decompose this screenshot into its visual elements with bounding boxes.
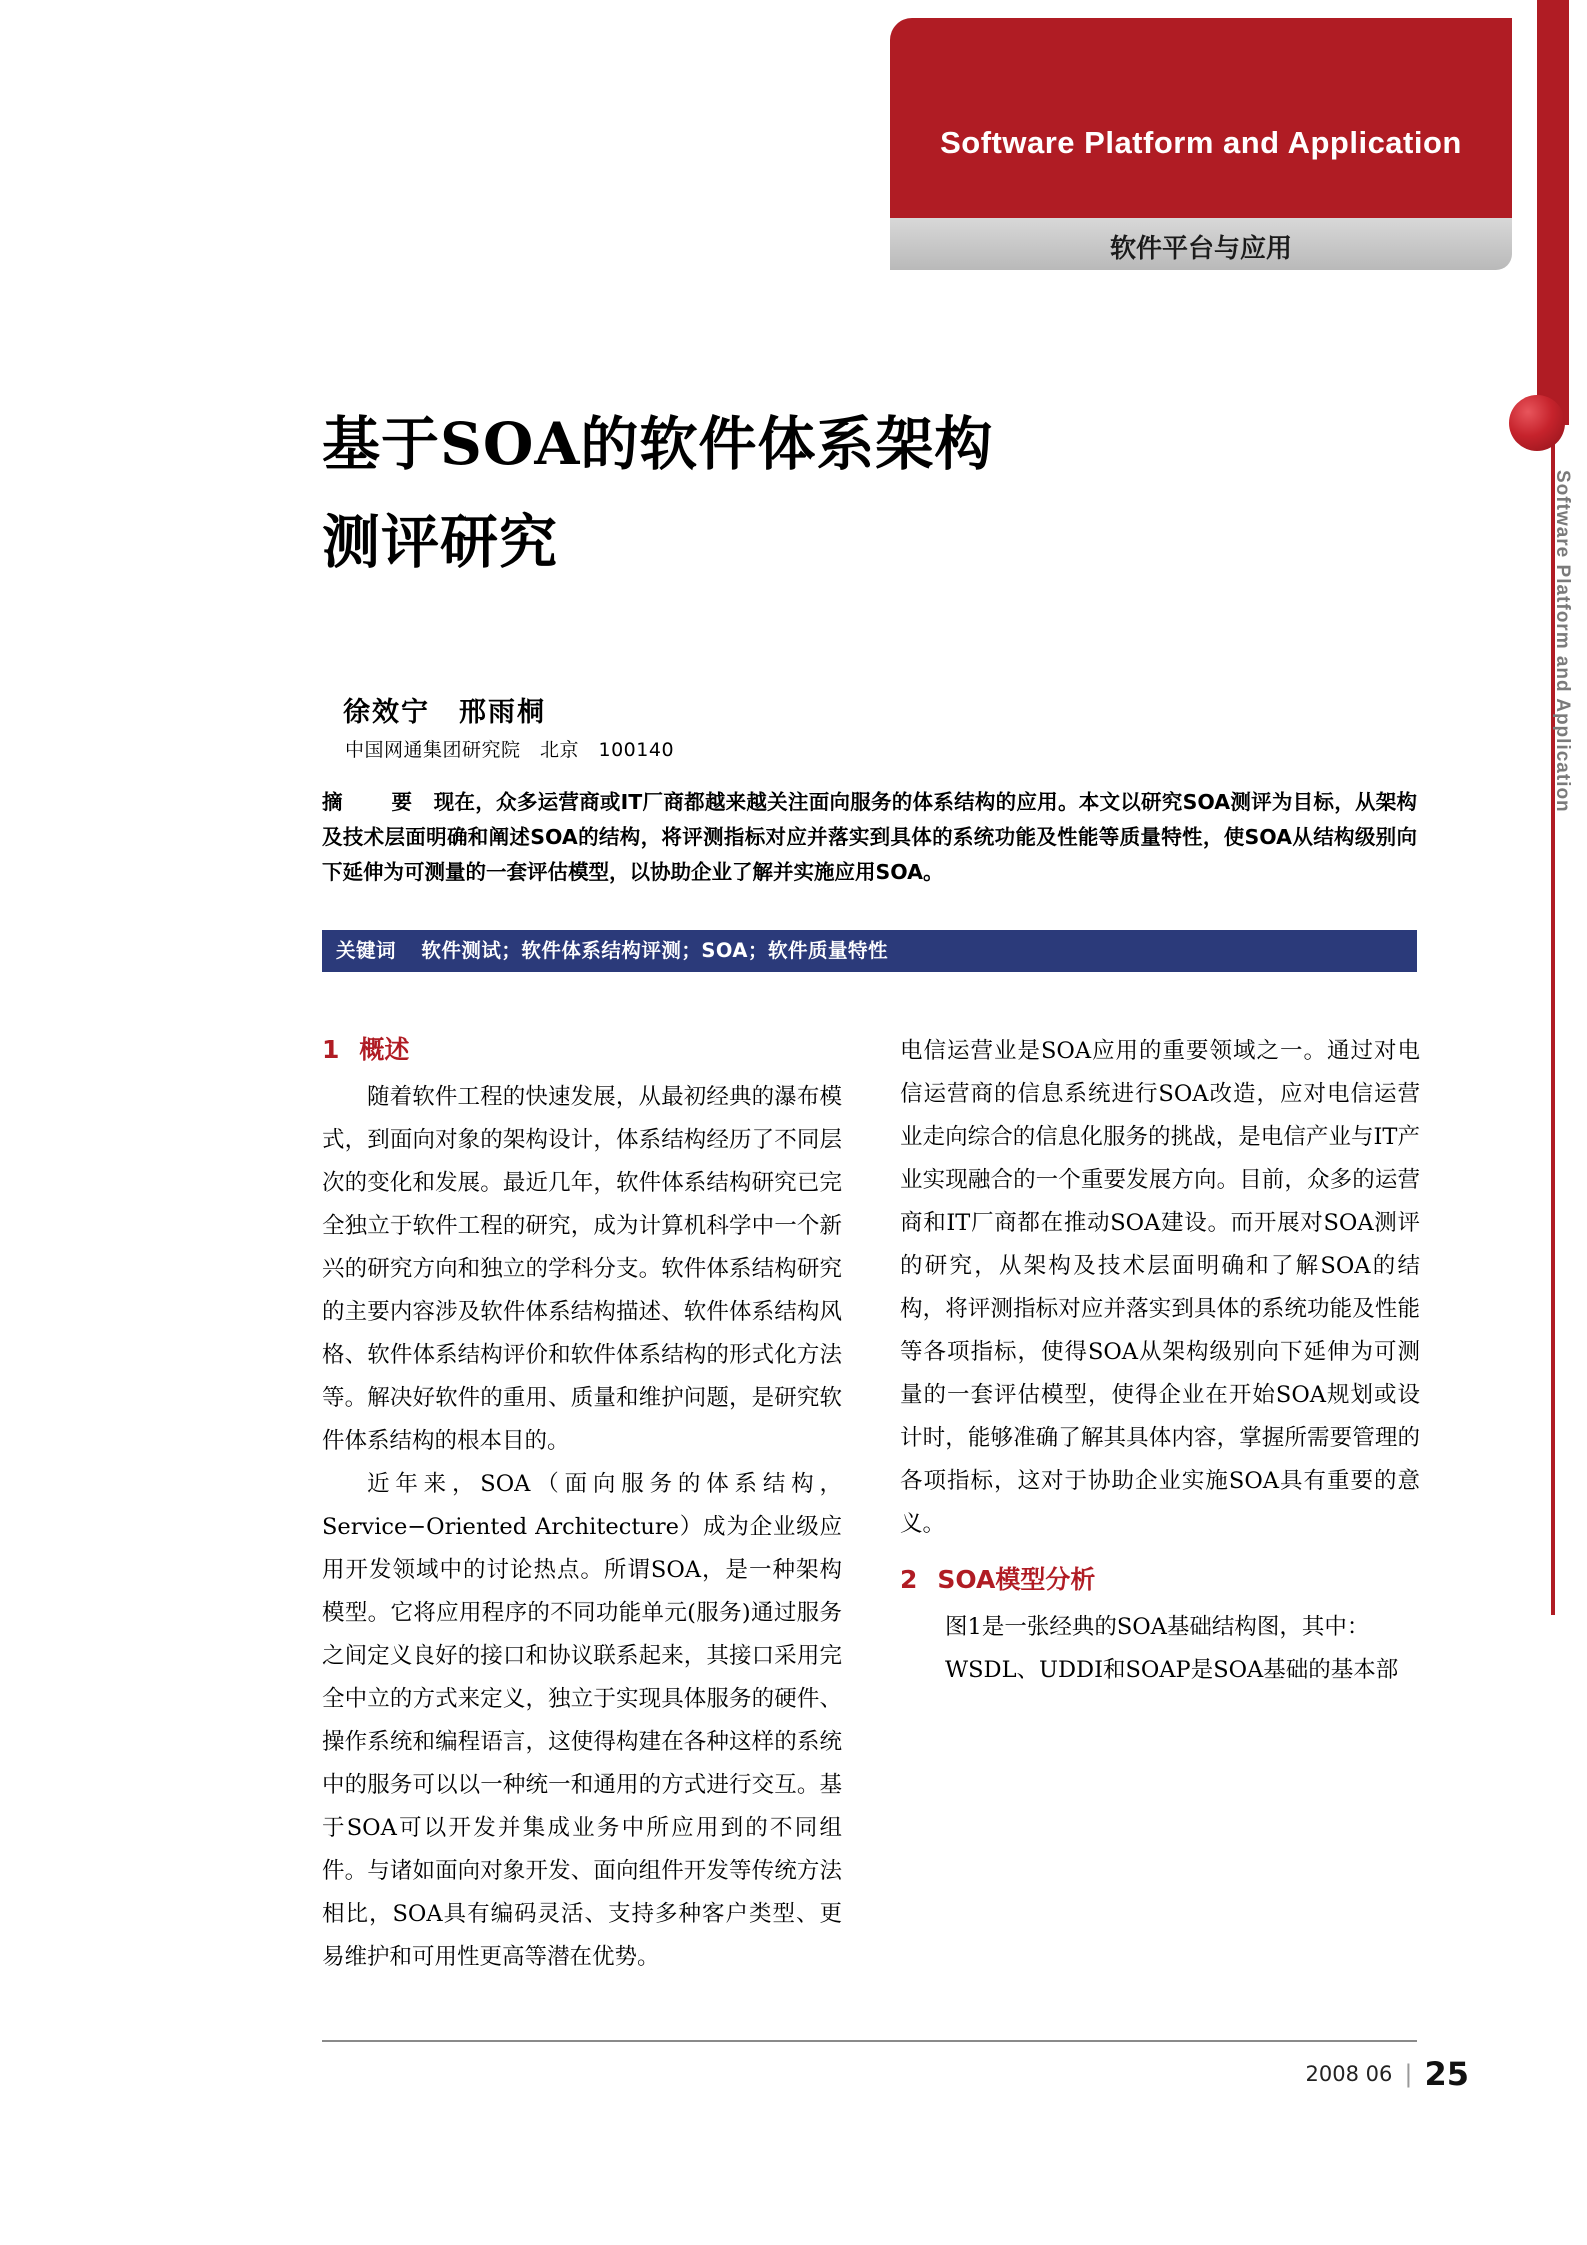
page-header bbox=[0, 0, 1587, 320]
section-2-title: SOA模型分析 bbox=[937, 1565, 1096, 1594]
footer-page-number: 25 bbox=[1424, 2055, 1469, 2093]
footer-divider bbox=[322, 2040, 1417, 2042]
affiliation: 中国网通集团研究院 北京 100140 bbox=[345, 739, 675, 761]
header-chinese-title: 软件平台与应用 bbox=[1109, 234, 1292, 264]
header-red-banner bbox=[890, 18, 1512, 218]
section-1-paragraph-2: 近年来，SOA（面向服务的体系结构，Service−Oriented Architecture）成为企业级应用开发领域中的讨论热点。所谓SOA，是一种架构模型。它将应用程序的不同功能单元(服务)通过服务之间定义良好的接口和协议联系起来，其接口采用完全中立的方式来定义，独立于实现具体服务的硬件、操作系统和编程语言，这使得构建在各种这样的系统中的服务可以以一种统一和通用的方式进行交互。基于SOA可以开发并集成业务中所应用到的不同组件。与诸如面向对象开发、面向组件开发等传统方法相比，SOA具有编码灵活、支持多种客户类型、更易维护和可用性更高等潜在优势。 bbox=[322, 1471, 842, 1970]
section-1-title: 概述 bbox=[359, 1035, 410, 1064]
body-column-left bbox=[322, 1030, 842, 1979]
title-line-1: 基于SOA的软件体系架构 bbox=[322, 410, 994, 478]
abstract bbox=[322, 785, 1417, 890]
red-circle-decoration bbox=[1509, 395, 1565, 451]
footer-separator: | bbox=[1404, 2060, 1413, 2088]
title-line-2: 测评研究 bbox=[322, 508, 559, 576]
section-1-paragraph-2-continued: 电信运营业是SOA应用的重要领域之一。通过对电信运营商的信息系统进行SOA改造，应对电信运营业走向综合的信息化服务的挑战，是电信产业与IT产业实现融合的一个重要发展方向。目前，众多的运营商和IT厂商都在推动SOA建设。而开展对SOA测评的研究，从架构及技术层面明确和了解SOA的结构，将评测指标对应并落实到具体的系统功能及性能等各项指标，使得SOA从架构级别向下延伸为可测量的一套评估模型，使得企业在开始SOA规划或设计时，能够准确了解其具体内容，掌握所需要管理的各项指标，这对于协助企业实施SOA具有重要的意义。 bbox=[900, 1038, 1420, 1537]
keywords-bar bbox=[322, 930, 1417, 972]
section-1-paragraph-1: 随着软件工程的快速发展，从最初经典的瀑布模式，到面向对象的架构设计，体系结构经历了不同层次的变化和发展。最近几年，软件体系结构研究已完全独立于软件工程的研究，成为计算机科学中一个新兴的研究方向和独立的学科分支。软件体系结构研究的主要内容涉及软件体系结构描述、软件体系结构风格、软件体系结构评价和软件体系结构的形式化方法等。解决好软件的重用、质量和维护问题，是研究软件体系结构的根本目的。 bbox=[322, 1084, 842, 1454]
right-red-bar bbox=[1537, 0, 1569, 425]
keywords-label: 关键词 bbox=[336, 939, 397, 962]
header-english-title: Software Platform and Application bbox=[940, 125, 1462, 160]
section-2-paragraph-2: WSDL、UDDI和SOAP是SOA基础的基本部 bbox=[945, 1657, 1399, 1683]
authors: 徐效宁 邢雨桐 bbox=[343, 697, 546, 728]
footer-issue: 2008 06 bbox=[1305, 2062, 1393, 2086]
section-heading-2 bbox=[900, 1560, 1420, 1600]
section-1-number: 1 bbox=[322, 1035, 340, 1064]
section-heading-1 bbox=[322, 1030, 842, 1070]
keywords-text: 软件测试；软件体系结构评测；SOA；软件质量特性 bbox=[421, 939, 889, 962]
abstract-text: 现在，众多运营商或IT厂商都越来越关注面向服务的体系结构的应用。本文以研究SOA测评为目标，从架构及技术层面明确和阐述SOA的结构，将评测指标对应并落实到具体的系统功能及性能等质量特性，使SOA从结构级别向下延伸为可测量的一套评估模型，以协助企业了解并实施应用SOA。 bbox=[322, 790, 1418, 884]
body-column-right bbox=[900, 1030, 1420, 1692]
abstract-label: 摘 要 bbox=[322, 790, 427, 814]
side-running-head: Software Platform and Application bbox=[1552, 470, 1573, 813]
section-2-number: 2 bbox=[900, 1565, 918, 1594]
page-footer bbox=[1306, 2055, 1469, 2093]
section-2-paragraph-1: 图1是一张经典的SOA基础结构图，其中： bbox=[945, 1614, 1370, 1640]
page-title bbox=[322, 395, 1322, 591]
